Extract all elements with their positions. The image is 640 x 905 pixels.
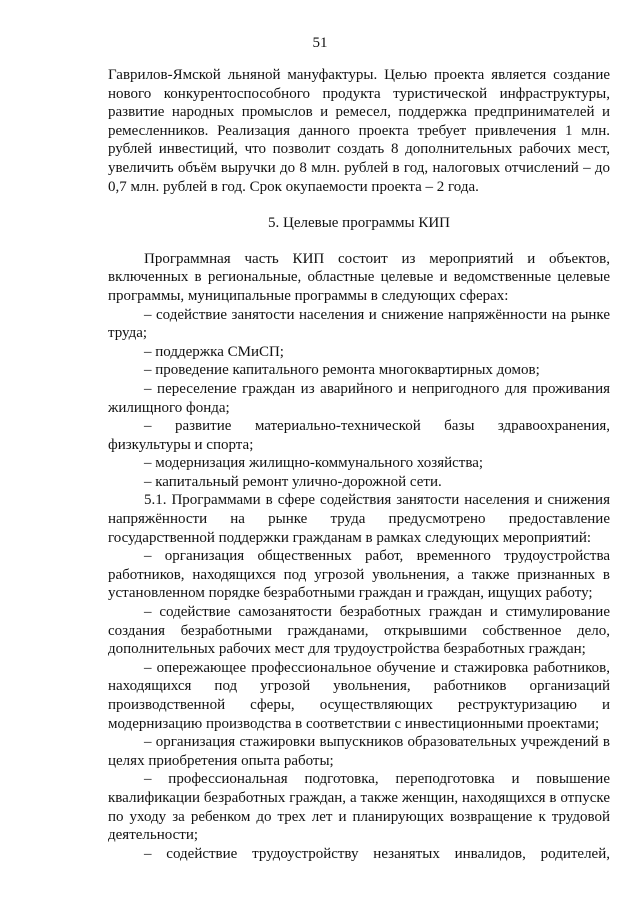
list-item: – содействие трудоустройству незанятых инвалидов, родителей, (144, 845, 610, 862)
page-number: 51 (312, 35, 328, 51)
list-item: – содействие занятости населения и снижение напряжённости на рынке труда; (108, 306, 610, 342)
list-item: – организация общественных работ, временного трудоустройства работников, находящихся под угрозой увольнения, а также признанных в установленном порядке безработными граждан и граждан, ищущих работу; (108, 548, 610, 602)
section-heading: 5. Целевые программы КИП (267, 215, 451, 232)
list-item: – содействие самозанятости безработных граждан и стимулирование создания безработными гражданами, открывшими собственное дело, дополнительных рабочих мест для трудоустройства безработных граждан; (108, 604, 610, 658)
list-item: – организация стажировки выпускников образовательных учреждений в целях приобретения опыта работы; (108, 734, 610, 769)
document-body (108, 66, 610, 863)
spheres-list (108, 306, 610, 492)
list-item: – опережающее профессиональное обучение и стажировка работников, находящихся под угрозой увольнения, работников организаций производственной сферы, осуществляющих реструктуризацию и модернизацию производства в соответствии с инвестиционными проектами; (108, 659, 610, 732)
intro-paragraph: Гаврилов-Ямской льняной мануфактуры. Целью проекта является создание нового конкурентоспособного продукта туристической инфраструктуры, развитие народных промыслов и ремесел, поддержка предпринимателей и ремесленников. Реализация данного проекта требует привлечения 1 млн. рублей инвестиций, что позволит создать 8 дополнительных рабочих мест, увеличить объём выручки до 8 млн. рублей в год, налоговых отчислений – до 0,7 млн. рублей в год. Срок окупаемости проекта – 2 года. (108, 67, 610, 195)
list-item: – поддержка СМиСП; (144, 343, 284, 360)
measures-list (108, 547, 610, 863)
list-item: – модернизация жилищно-коммунального хозяйства; (144, 455, 484, 472)
list-item: – проведение капитального ремонта многоквартирных домов; (144, 362, 540, 379)
subsection-intro-paragraph: 5.1. Программами в сфере содействия занятости населения и снижения напряжённости на рынке труда предусмотрено предоставление государственной поддержки гражданам в рамках следующих мероприятий: (108, 492, 610, 546)
list-item: – переселение граждан из аварийного и непригодного для проживания жилищного фонда; (108, 380, 610, 416)
section-intro-paragraph: Программная часть КИП состоит из мероприятий и объектов, включенных в региональные, областные целевые и ведомственные целевые программы, муниципальные программы в следующих сферах: (108, 250, 610, 304)
list-item: – профессиональная подготовка, переподготовка и повышение квалификации безработных граждан, а также женщин, находящихся в отпуске по уходу за ребенком до трех лет и планирующих возвращение к трудовой деятельности; (108, 771, 610, 844)
list-item: – развитие материально-технической базы здравоохранения, физкультуры и спорта; (108, 418, 610, 453)
list-item: – капитальный ремонт улично-дорожной сети. (144, 473, 442, 490)
